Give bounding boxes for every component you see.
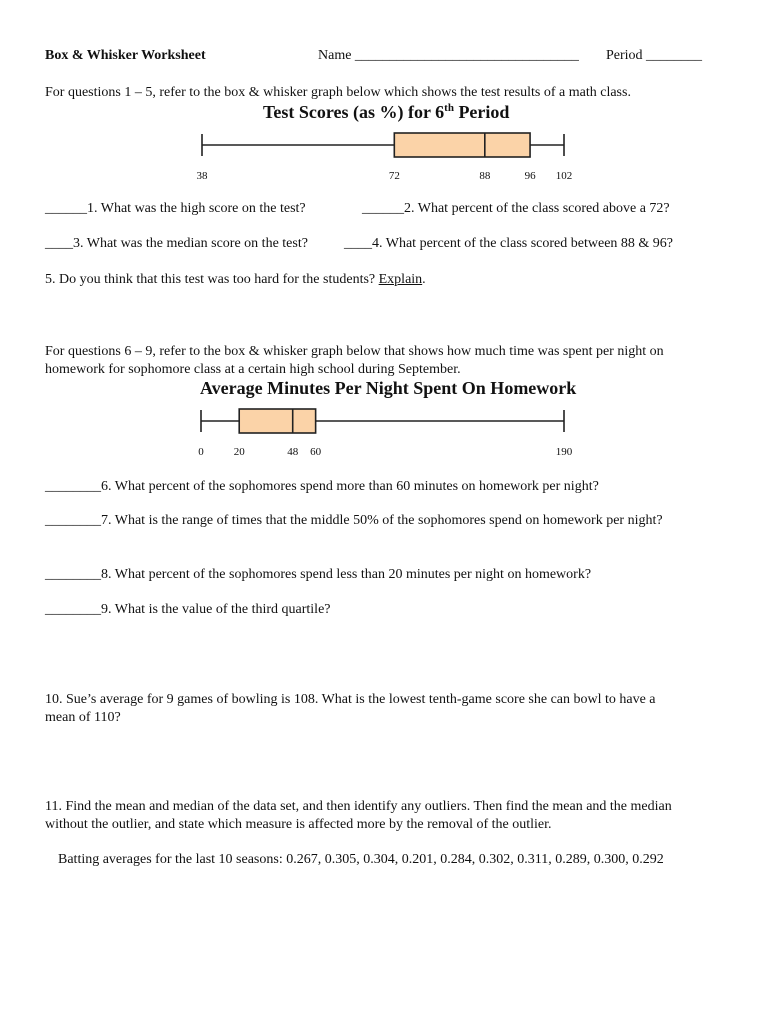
tick-label: 0 [198,446,204,458]
question-5-period: . [422,272,426,287]
batting-averages-data: Batting averages for the last 10 seasons: 0.267, 0.305, 0.304, 0.201, 0.284, 0.302, 0.311, 0.289, 0.300, 0.292 [58,852,664,867]
iqr-box [239,409,315,433]
iqr-box [394,133,530,157]
name-field[interactable]: Name ________________________________ [318,48,579,63]
tick-label: 102 [555,170,573,182]
tick-label: 88 [479,170,491,182]
tick-label: 20 [233,446,245,458]
boxplot-homework-minutes [0,400,770,465]
question-5-text: 5. Do you think that this test was too hard for the students? [45,272,376,287]
part2-intro-line2: homework for sophomore class at a certain high school during September. [45,362,461,377]
tick-label: 48 [287,446,299,458]
chart1-title-main: Test Scores (as %) for 6 [263,102,445,122]
question-5 [45,272,426,288]
question-5-explain: Explain [378,272,423,287]
chart2-title: Average Minutes Per Night Spent On Homework [200,378,577,398]
question-11-line2: without the outlier, and state which measure is affected more by the removal of the outlier. [45,817,552,832]
part1-intro: For questions 1 – 5, refer to the box & whisker graph below which shows the test results of a math class. [45,85,631,100]
period-field[interactable]: Period ________ [606,48,703,63]
boxplot-test-scores [0,125,770,190]
question-7: ________7. What is the range of times that the middle 50% of the sophomores spend on homework per night? [45,513,663,528]
tick-label: 60 [310,446,322,458]
tick-label: 38 [196,170,208,182]
tick-label: 190 [555,446,573,458]
part2-intro-line1: For questions 6 – 9, refer to the box & whisker graph below that shows how much time was spent per night on [45,344,664,359]
chart1-title-end: Period [453,102,510,122]
chart1-title [263,102,509,123]
question-1: ______1. What was the high score on the test? [45,201,306,216]
question-10-line1: 10. Sue’s average for 9 games of bowling is 108. What is the lowest tenth-game score she can bowl to have a [45,692,656,707]
tick-label: 72 [388,170,400,182]
tick-label: 96 [524,170,536,182]
question-11-line1: 11. Find the mean and median of the data set, and then identify any outliers. Then find the mean and the median [45,799,672,814]
question-3: ____3. What was the median score on the test? [45,236,308,251]
worksheet-title: Box & Whisker Worksheet [45,48,206,63]
question-8: ________8. What percent of the sophomores spend less than 20 minutes per night on homework? [45,567,592,582]
question-10-line2: mean of 110? [45,710,121,725]
question-9: ________9. What is the value of the third quartile? [45,602,331,617]
question-6: ________6. What percent of the sophomores spend more than 60 minutes on homework per night? [45,479,599,494]
question-4: ____4. What percent of the class scored between 88 & 96? [344,236,674,251]
question-2: ______2. What percent of the class scored above a 72? [362,201,670,216]
chart1-title-sup: th [444,102,454,114]
